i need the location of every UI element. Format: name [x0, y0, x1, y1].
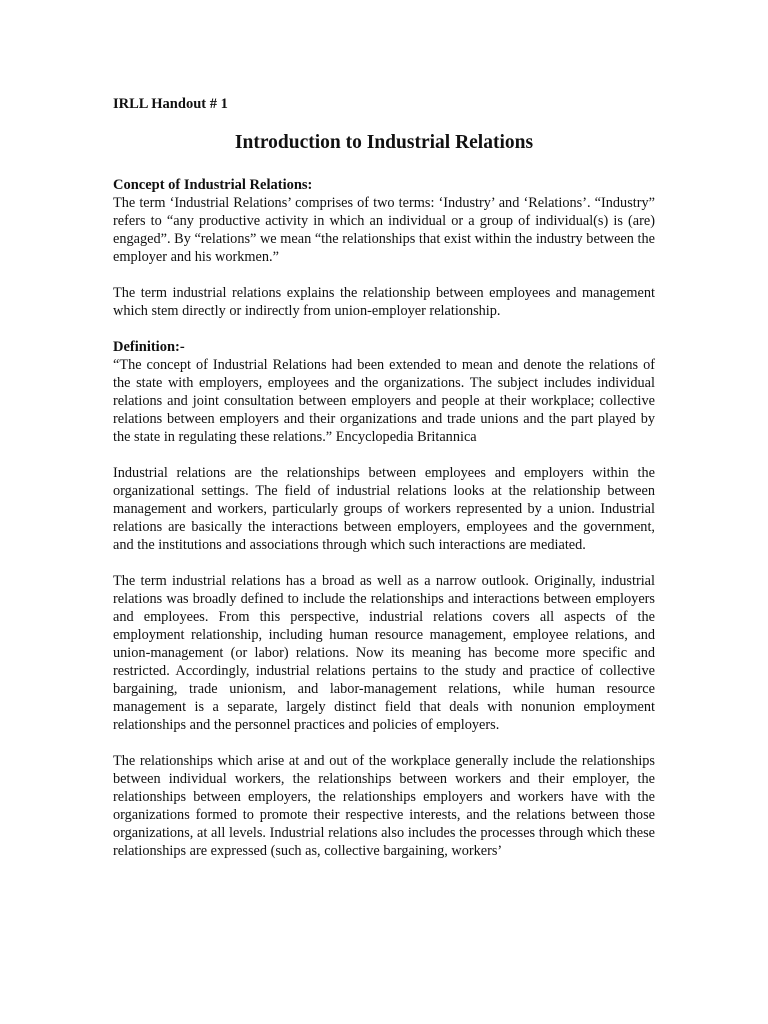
- paragraph-concept-2: The term industrial relations explains the relationship between employees and management which stem directly or indirectly from union-employer relationship.: [113, 285, 655, 319]
- paragraph-definition-quote: “The concept of Industrial Relations had been extended to mean and denote the relations of the state with employers, employees and the organizations. The subject includes individual relations and joint consultation between employers and people at their workplace; collective relations between employers and their organizations and trade unions and the part played by the state in regulating these relations.” Encyclopedia Britannica: [113, 357, 655, 445]
- handout-label: IRLL Handout # 1: [113, 96, 228, 112]
- section-heading-definition: Definition:-: [113, 339, 185, 355]
- page-title: Introduction to Industrial Relations: [234, 132, 534, 153]
- paragraph-definition-4: The relationships which arise at and out of the workplace generally include the relationships between individual workers, the relationships between workers and their employer, the relationships between employers, the relationships employers and workers have with the organizations formed to promote their respective interests, and the relations between those organizations, at all levels. Industrial relations also includes the processes through which these relationships are expressed (such as, collective bargaining, workers’: [113, 753, 655, 859]
- paragraph-definition-3: The term industrial relations has a broad as well as a narrow outlook. Originally, industrial relations was broadly defined to include the relationships and interactions between employers and employees. From this perspective, industrial relations covers all aspects of the employment relationship, including human resource management, employee relations, and union-management (or labor) relations. Now its meaning has become more specific and restricted. Accordingly, industrial relations pertains to the study and practice of collective bargaining, trade unionism, and labor-management relations, while human resource management is a separate, largely distinct field that deals with nonunion employment relationships and the personnel practices and policies of employers.: [113, 573, 655, 733]
- page-bottom-margin: [0, 920, 768, 1024]
- paragraph-concept-1: The term ‘Industrial Relations’ comprises of two terms: ‘Industry’ and ‘Relations’. “Industry” refers to “any productive activity in which an individual or a group of individual(s) is (are) engaged”. By “relations” we mean “the relationships that exist within the industry between the employer and his workmen.”: [113, 195, 655, 265]
- document-body: [113, 95, 655, 860]
- section-heading-concept: Concept of Industrial Relations:: [113, 177, 313, 193]
- paragraph-definition-2: Industrial relations are the relationships between employees and employers within the organizational settings. The field of industrial relations looks at the relationship between management and workers, particularly groups of workers represented by a union. Industrial relations are basically the interactions between employers, employees and the government, and the institutions and associations through which such interactions are mediated.: [113, 465, 655, 553]
